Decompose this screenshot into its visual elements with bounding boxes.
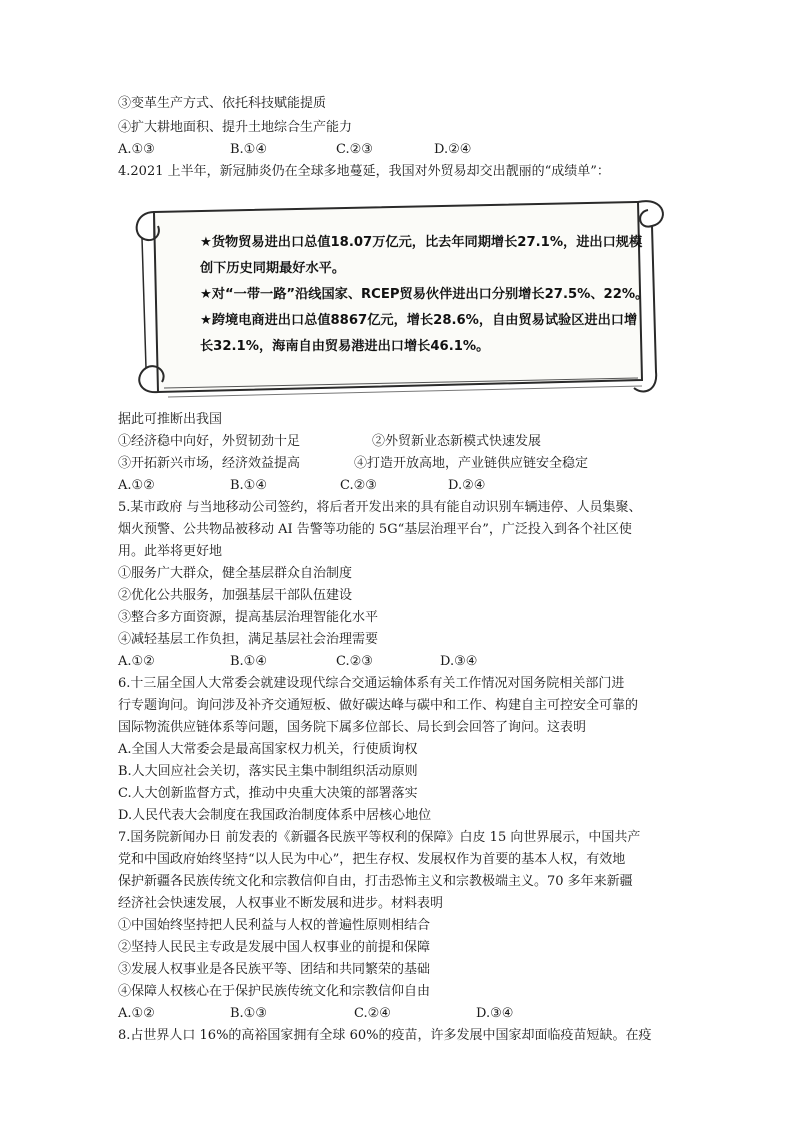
q7-stem-line-3: 保护新疆各民族传统文化和宗教信仰自由，打击恐怖主义和宗教极端主义。70 多年来新疆 (118, 874, 633, 889)
scroll-line-4: ★跨境电商进出口总值8867亿元，增长28.6%，自由贸易试验区进出口增 (200, 313, 638, 328)
q6-choice-a: A.全国人大常委会是最高国家权力机关，行使质询权 (118, 742, 418, 757)
q7-options (118, 1006, 678, 1022)
q7-item-2: ②坚持人民民主专政是发展中国人权事业的前提和保障 (118, 940, 431, 955)
q5-item-4: ④减轻基层工作负担，满足基层社会治理需要 (118, 632, 379, 647)
q5-stem-line-3: 用。此举将更好地 (118, 544, 223, 559)
q7-option-a: A.①② (118, 1006, 155, 1021)
q4-item-3: ③开拓新兴市场，经济效益提高 (118, 456, 301, 471)
scroll-line-5: 长32.1%，海南自由贸易港进出口增长46.1%。 (200, 339, 490, 354)
q3-option-b: B.①④ (230, 142, 267, 157)
q7-stem-line-2: 党和中国政府始终坚持“以人民为中心”，把生存权、发展权作为首要的基本人权，有效地 (118, 852, 626, 867)
q7-option-b: B.①③ (230, 1006, 267, 1021)
q3-options (118, 142, 678, 158)
q6-choice-b: B.人大回应社会关切，落实民主集中制组织活动原则 (118, 764, 418, 779)
q4-items-row-1 (118, 434, 678, 450)
q5-stem-line-1: 5.某市政府 与当地移动公司签约，将后者开发出来的具有能自动识别车辆违停、人员集聚、 (118, 500, 642, 515)
scroll-line-3: ★对“一带一路”沿线国家、RCEP贸易伙伴进出口分别增长27.5%、22%。 (200, 287, 649, 302)
scroll-line-2: 创下历史同期最好水平。 (200, 261, 346, 276)
q5-option-a: A.①② (118, 654, 155, 669)
q7-item-3: ③发展人权事业是各民族平等、团结和共同繁荣的基础 (118, 962, 431, 977)
q4-item-1: ①经济稳中向好，外贸韧劲十足 (118, 434, 301, 449)
q5-options (118, 654, 678, 670)
q6-choice-d: D.人民代表大会制度在我国政治制度体系中居核心地位 (118, 808, 432, 823)
q4-option-d: D.②④ (448, 478, 486, 493)
q5-option-d: D.③④ (440, 654, 478, 669)
scroll-content (200, 230, 649, 360)
q7-option-d: D.③④ (476, 1006, 514, 1021)
q5-stem-line-2: 烟火预警、公共物品被移动 AI 告警等功能的 5G“基层治理平台”，广泛投入到各个社区使 (118, 522, 632, 537)
q5-option-c: C.②③ (336, 654, 373, 669)
q7-option-c: C.②④ (354, 1006, 391, 1021)
q7-item-1: ①中国始终坚持把人民利益与人权的普遍性原则相结合 (118, 918, 431, 933)
q5-item-1: ①服务广大群众，健全基层群众自治制度 (118, 566, 353, 581)
q4-option-b: B.①④ (230, 478, 267, 493)
q4-option-c: C.②③ (340, 478, 377, 493)
q3-item-4: ④扩大耕地面积、提升土地综合生产能力 (118, 120, 353, 135)
q3-option-d: D.②④ (434, 142, 472, 157)
q7-stem-line-4: 经济社会快速发展，人权事业不断发展和进步。材料表明 (118, 896, 444, 911)
q4-item-2: ②外贸新业态新模式快速发展 (372, 434, 542, 449)
q6-stem-line-2: 行专题询问。询问涉及补齐交通短板、做好碳达峰与碳中和工作、构建自主可控安全可靠的 (118, 698, 639, 713)
q4-options (118, 478, 678, 494)
q5-option-b: B.①④ (230, 654, 267, 669)
q6-stem-line-1: 6.十三届全国人大常委会就建设现代综合交通运输体系有关工作情况对国务院相关部门进 (118, 676, 625, 691)
q3-option-c: C.②③ (336, 142, 373, 157)
q4-lead: 据此可推断出我国 (118, 412, 223, 427)
q4-item-4: ④打造开放高地，产业链供应链安全稳定 (354, 456, 589, 471)
q3-item-3: ③变革生产方式、依托科技赋能提质 (118, 96, 327, 111)
q7-stem-line-1: 7.国务院新闻办日 前发表的《新疆各民族平等权利的保障》白皮 15 向世界展示，中国共产 (118, 830, 641, 845)
q4-items-row-2 (118, 456, 678, 472)
q5-item-2: ②优化公共服务，加强基层干部队伍建设 (118, 588, 353, 603)
q8-stem: 8.占世界人口 16%的高裕国家拥有全球 60%的疫苗，许多发展中国家却面临疫苗短缺。在疫 (118, 1028, 652, 1043)
scroll-line-1: ★货物贸易进出口总值18.07万亿元，比去年同期增长27.1%，进出口规模 (200, 235, 643, 250)
q5-item-3: ③整合多方面资源，提高基层治理智能化水平 (118, 610, 379, 625)
q4-stem: 4.2021 上半年，新冠肺炎仍在全球多地蔓延，我国对外贸易却交出靓丽的“成绩单”： (118, 164, 610, 179)
q7-item-4: ④保障人权核心在于保护民族传统文化和宗教信仰自由 (118, 984, 431, 999)
q6-choice-c: C.人大创新监督方式，推动中央重大决策的部署落实 (118, 786, 418, 801)
q4-option-a: A.①② (118, 478, 155, 493)
q3-option-a: A.①③ (118, 142, 155, 157)
trade-scroll-figure (118, 192, 678, 404)
q6-stem-line-3: 国际物流供应链体系等问题，国务院下属多位部长、局长到会回答了询问。这表明 (118, 720, 587, 735)
